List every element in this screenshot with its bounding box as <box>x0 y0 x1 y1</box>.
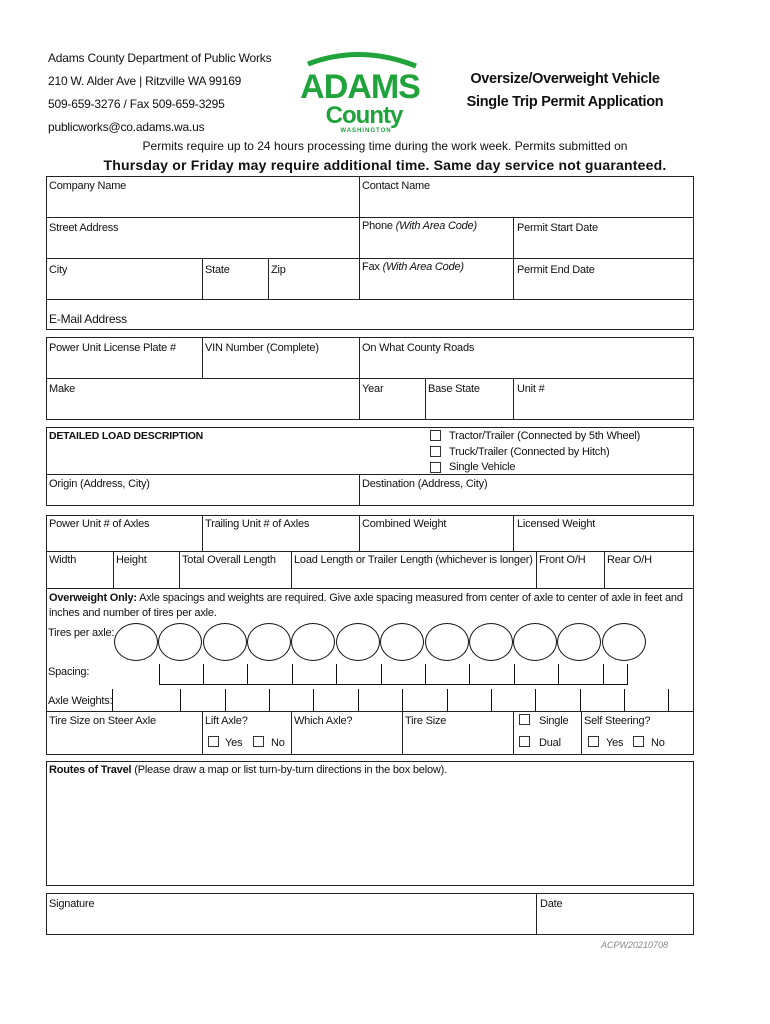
lift-axle-yes-label: Yes <box>225 737 243 749</box>
self-steering-yes-label: Yes <box>606 737 624 749</box>
make-label: Make <box>49 383 76 395</box>
spacing-divider <box>203 664 204 685</box>
license-plate-label: Power Unit License Plate # <box>49 342 176 354</box>
contact-name-label: Contact Name <box>362 180 430 192</box>
tire-circle[interactable] <box>247 623 291 661</box>
logo-state: WASHINGTON <box>340 128 392 134</box>
form-title-line2: Single Trip Permit Application <box>466 94 664 110</box>
tractor-trailer-label: Tractor/Trailer (Connected by 5th Wheel) <box>449 430 641 442</box>
combined-weight-label: Combined Weight <box>362 518 447 530</box>
zip-label: Zip <box>271 264 286 276</box>
self-steering-no-label: No <box>651 737 665 749</box>
axle-weight-divider <box>112 689 113 711</box>
overweight-instructions-line1: Overweight Only: Axle spacings and weights are required. Give axle spacing measured from center of axle to center of axle in feet and <box>49 592 683 604</box>
make-field[interactable] <box>46 378 360 420</box>
routes-of-travel-box[interactable] <box>46 761 694 886</box>
spacing-divider <box>159 664 160 685</box>
tire-circle[interactable] <box>291 623 335 661</box>
city-label: City <box>49 264 68 276</box>
spacing-divider <box>627 664 628 685</box>
permit-start-label: Permit Start Date <box>517 222 598 234</box>
permit-end-label: Permit End Date <box>517 264 595 276</box>
load-length-label: Load Length or Trailer Length (whichever is longer) <box>294 554 533 566</box>
form-code: ACPW20210708 <box>600 940 668 950</box>
tire-size-label: Tire Size <box>405 715 447 727</box>
axle-weight-divider <box>358 689 359 711</box>
self-steering-label: Self Steering? <box>584 715 651 727</box>
axle-weight-divider <box>535 689 536 711</box>
year-label: Year <box>362 383 384 395</box>
destination-label: Destination (Address, City) <box>362 478 488 490</box>
which-axle-label: Which Axle? <box>294 715 353 727</box>
axle-weights-label: Axle Weights: <box>48 695 113 707</box>
city-field[interactable] <box>46 258 203 300</box>
unit-number-label: Unit # <box>517 383 545 395</box>
lift-axle-label: Lift Axle? <box>205 715 248 727</box>
tire-circle[interactable] <box>336 623 380 661</box>
tire-circle[interactable] <box>469 623 513 661</box>
truck-trailer-checkbox[interactable] <box>430 446 441 457</box>
self-steering-yes-checkbox[interactable] <box>588 736 599 747</box>
tire-circle[interactable] <box>602 623 646 661</box>
axle-weight-divider <box>447 689 448 711</box>
origin-label: Origin (Address, City) <box>49 478 150 490</box>
email-label: E-Mail Address <box>49 312 127 326</box>
axle-weight-divider <box>180 689 181 711</box>
routes-of-travel-label: Routes of Travel (Please draw a map or list turn-by-turn directions in the box below). <box>49 764 447 776</box>
weekend-notice: Thursday or Friday may require additional time. Same day service not guaranteed. <box>103 157 667 173</box>
spacing-label: Spacing: <box>48 666 90 678</box>
dual-tire-label: Dual <box>539 737 561 749</box>
overweight-instructions-line2: inches and number of tires per axle. <box>49 607 217 619</box>
single-vehicle-label: Single Vehicle <box>449 461 516 473</box>
date-label: Date <box>540 898 563 910</box>
lift-axle-no-label: No <box>271 737 285 749</box>
spacing-divider <box>292 664 293 685</box>
email-field[interactable] <box>46 299 694 330</box>
spacing-divider <box>425 664 426 685</box>
height-label: Height <box>116 554 147 566</box>
steer-tire-size-label: Tire Size on Steer Axle <box>49 715 156 727</box>
tire-circle[interactable] <box>557 623 601 661</box>
street-address-label: Street Address <box>49 222 119 234</box>
base-state-label: Base State <box>428 383 480 395</box>
lift-axle-no-checkbox[interactable] <box>253 736 264 747</box>
load-description-label: DETAILED LOAD DESCRIPTION <box>49 430 204 442</box>
logo-text-top: ADAMS <box>300 68 420 106</box>
state-label: State <box>205 264 230 276</box>
spacing-divider <box>247 664 248 685</box>
dual-tire-checkbox[interactable] <box>519 736 530 747</box>
spacing-divider <box>558 664 559 685</box>
org-phone-fax: 509-659-3276 / Fax 509-659-3295 <box>48 97 225 111</box>
tire-circle[interactable] <box>513 623 557 661</box>
phone-label: Phone (With Area Code) <box>362 220 477 232</box>
tire-circle[interactable] <box>158 623 202 661</box>
logo-text-bottom: County <box>325 102 403 129</box>
org-email: publicworks@co.adams.wa.us <box>48 120 205 134</box>
tire-circle[interactable] <box>380 623 424 661</box>
power-unit-axles-label: Power Unit # of Axles <box>49 518 150 530</box>
processing-notice: Permits require up to 24 hours processing time during the work week. Permits submitted on <box>142 139 628 153</box>
axle-weight-divider <box>402 689 403 711</box>
vin-label: VIN Number (Complete) <box>205 342 319 354</box>
spacing-divider <box>514 664 515 685</box>
form-title-line1: Oversize/Overweight Vehicle <box>470 71 660 87</box>
spacing-divider <box>336 664 337 685</box>
self-steering-no-checkbox[interactable] <box>633 736 644 747</box>
single-vehicle-checkbox[interactable] <box>430 462 441 473</box>
width-label: Width <box>49 554 77 566</box>
lift-axle-yes-checkbox[interactable] <box>208 736 219 747</box>
fax-label: Fax (With Area Code) <box>362 261 464 273</box>
axle-weight-divider <box>269 689 270 711</box>
spacing-divider <box>603 664 604 685</box>
tires-per-axle-label: Tires per axle: <box>48 627 115 639</box>
total-length-label: Total Overall Length <box>182 554 276 566</box>
front-overhang-label: Front O/H <box>539 554 586 566</box>
tractor-trailer-checkbox[interactable] <box>430 430 441 441</box>
spacing-divider <box>469 664 470 685</box>
org-name: Adams County Department of Public Works <box>48 51 272 65</box>
axle-weight-divider <box>668 689 669 711</box>
spacing-divider <box>381 664 382 685</box>
county-roads-label: On What County Roads <box>362 342 475 354</box>
signature-field[interactable] <box>46 893 537 935</box>
tire-circle[interactable] <box>425 623 469 661</box>
axle-weight-divider <box>624 689 625 711</box>
licensed-weight-label: Licensed Weight <box>517 518 596 530</box>
tire-circle[interactable] <box>114 623 158 661</box>
trailing-unit-axles-label: Trailing Unit # of Axles <box>205 518 310 530</box>
rear-overhang-label: Rear O/H <box>607 554 652 566</box>
axle-weight-divider <box>313 689 314 711</box>
tire-circle[interactable] <box>203 623 247 661</box>
adams-county-logo <box>288 50 433 136</box>
axle-weight-divider <box>491 689 492 711</box>
truck-trailer-label: Truck/Trailer (Connected by Hitch) <box>449 446 610 458</box>
signature-label: Signature <box>49 898 95 910</box>
company-name-label: Company Name <box>49 180 127 192</box>
single-tire-checkbox[interactable] <box>519 714 530 725</box>
axle-weight-divider <box>580 689 581 711</box>
axle-weight-divider <box>225 689 226 711</box>
org-address: 210 W. Alder Ave | Ritzville WA 99169 <box>48 74 242 88</box>
single-tire-label: Single <box>539 715 569 727</box>
